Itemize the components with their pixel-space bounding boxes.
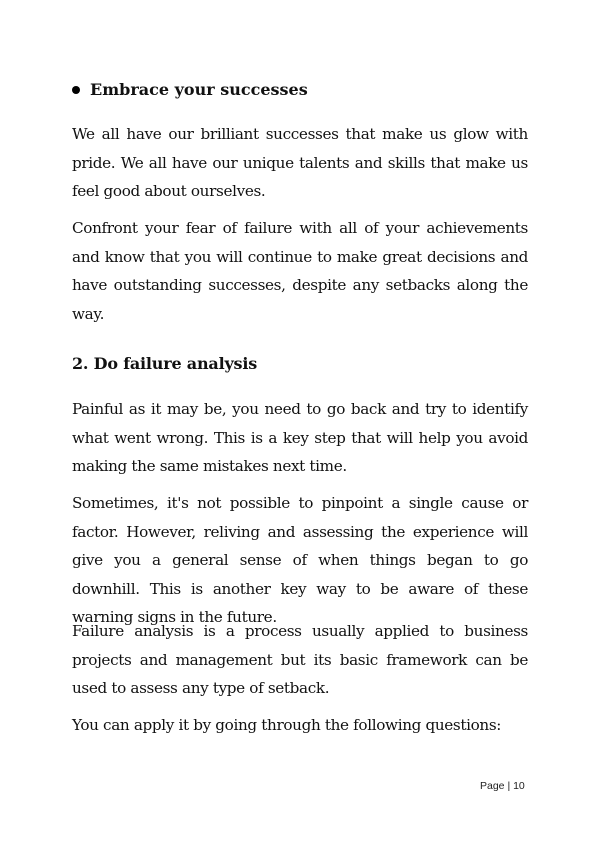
paragraph: Confront your fear of failure with all of your achievements and know that you will continue to make great decisions and have outstanding successes, despite any setbacks along the way. bbox=[72, 219, 528, 323]
paragraph: Painful as it may be, you need to go back and try to identify what went wrong. This is a key step that will help you avoid making the same mistakes next time. bbox=[72, 400, 528, 475]
page-number: Page | 10 bbox=[480, 780, 525, 792]
paragraph: We all have our brilliant successes that make us glow with pride. We all have our unique talents and skills that make us feel good about ourselves. bbox=[72, 125, 528, 200]
paragraph: Sometimes, it's not possible to pinpoint a single cause or factor. However, reliving and assessing the experience will give you a general sense of when things began to go downhill. This is another key way to be aware of these warning signs in the future. bbox=[72, 494, 528, 626]
paragraph: Failure analysis is a process usually applied to business projects and management but its basic framework can be used to assess any type of setback. bbox=[72, 622, 528, 697]
section-heading-text: Embrace your successes bbox=[90, 80, 308, 99]
paragraph: You can apply it by going through the following questions: bbox=[72, 716, 502, 734]
section-heading-failure-analysis: 2. Do failure analysis bbox=[72, 354, 258, 373]
bullet-icon bbox=[72, 86, 80, 94]
section-heading-embrace-successes bbox=[72, 80, 308, 99]
